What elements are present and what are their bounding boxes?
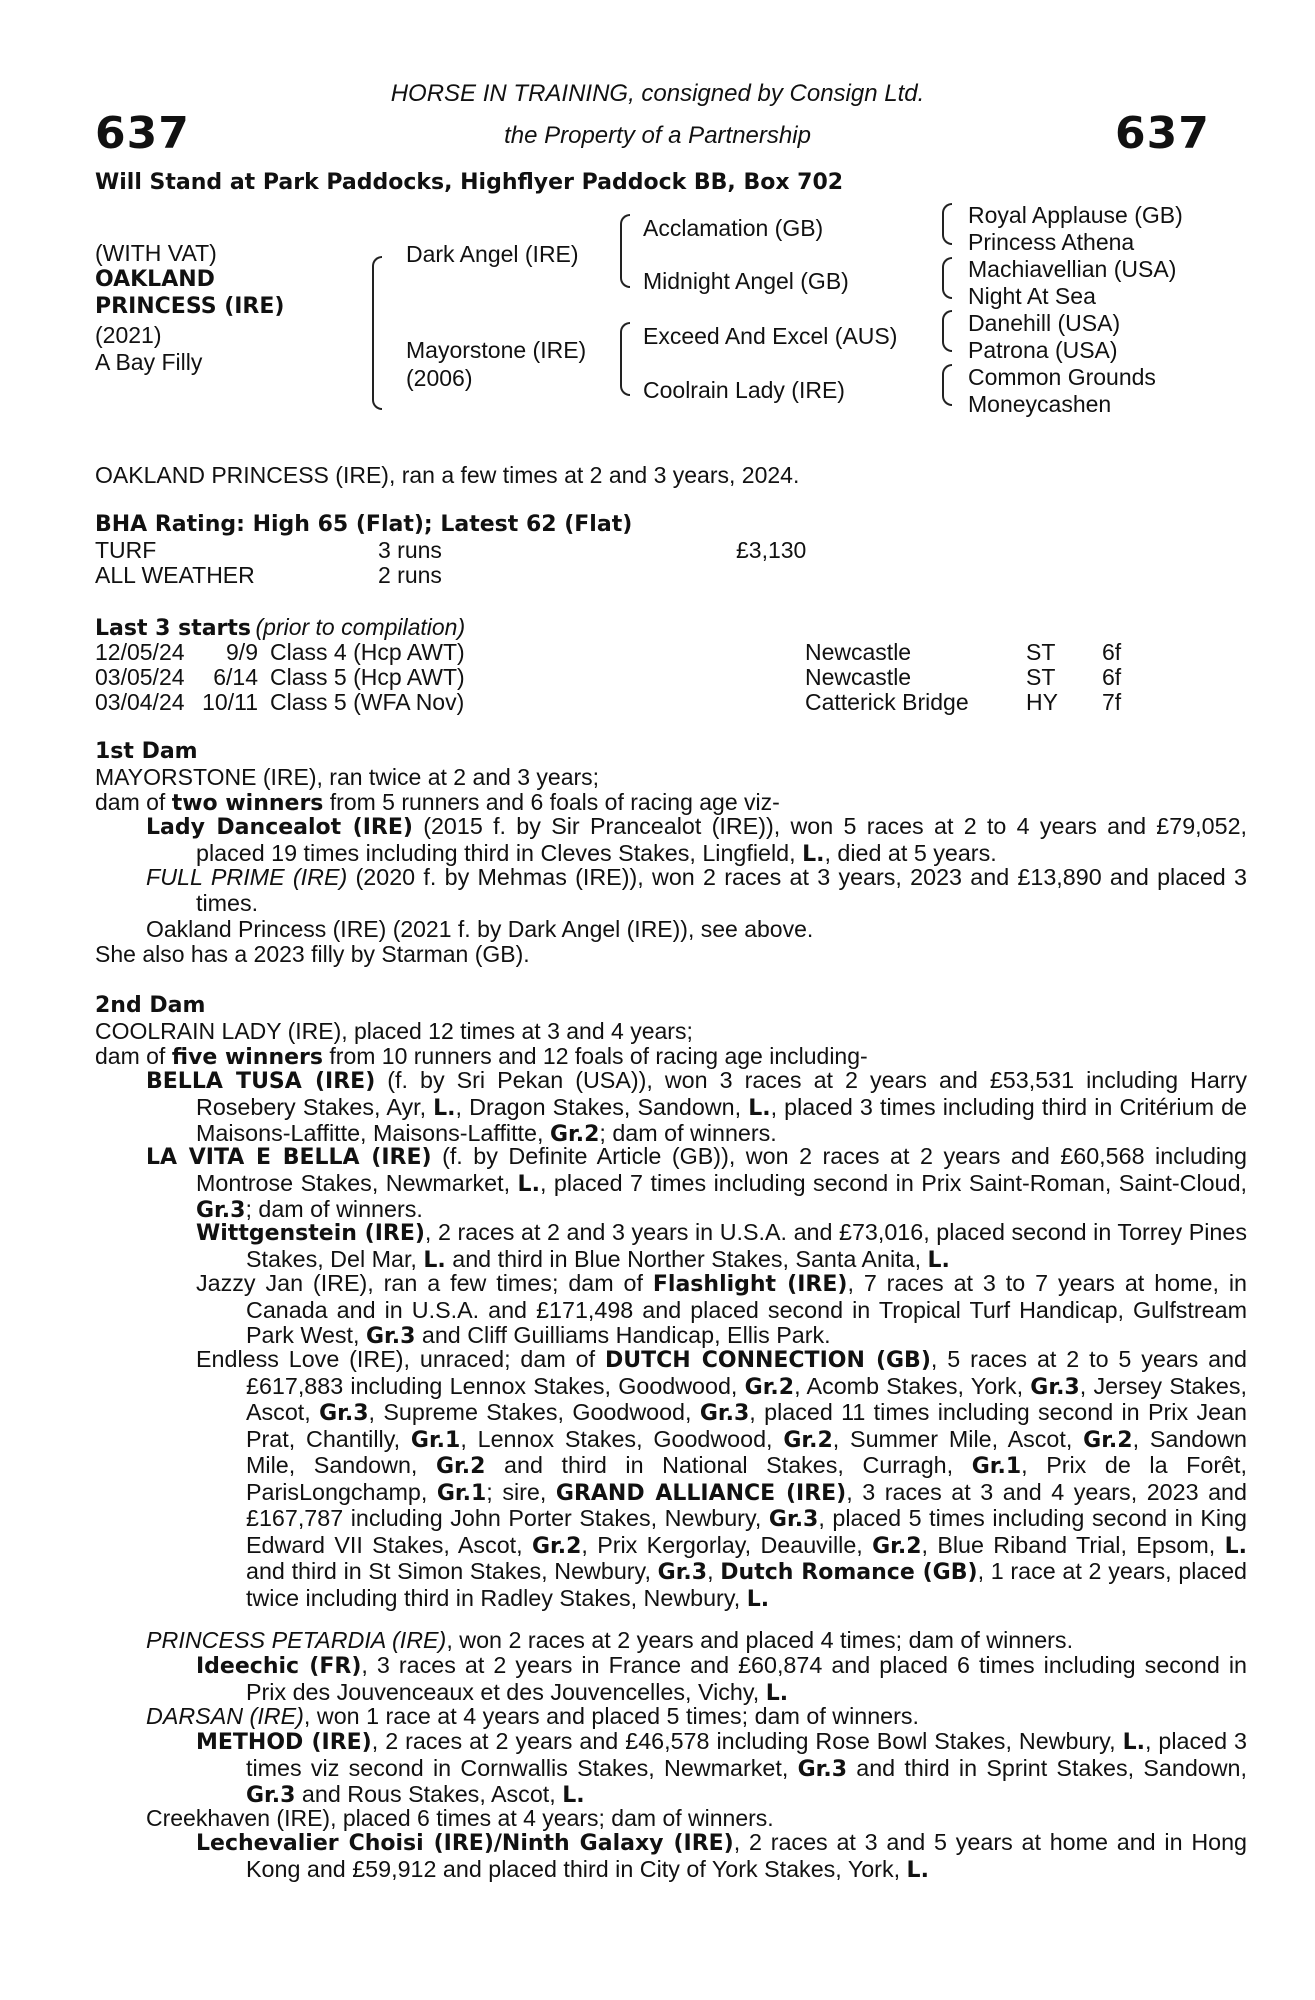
start-course: Catterick Bridge [805,689,969,715]
pedigree-brace-dam [620,322,630,396]
last-starts-table [95,640,1121,715]
group-mark: Gr.3 [657,1560,708,1585]
group-mark: Gr.3 [768,1507,819,1532]
start-date: 03/04/24 [95,689,185,715]
text-span: , Prix de la Forêt, ParisLongchamp, [246,1452,1247,1505]
listed-mark: L. [1122,1730,1145,1755]
header-line-2: the Property of a Partnership [504,122,811,149]
lot-number-right: 637 [1115,108,1210,159]
group-mark: Gr.1 [971,1454,1022,1479]
produce-name: BELLA TUSA (IRE) [146,1069,376,1094]
text-span: , Sandown Mile, Sandown, [246,1425,1248,1478]
bha-rating-heading: BHA Rating: High 65 (Flat); Latest 62 (Flat) [95,512,633,537]
rating-turf-label: TURF [95,537,157,563]
listed-mark: L. [517,1171,540,1197]
start-course: Newcastle [805,639,912,665]
produce-princess-petardia [146,1628,1247,1654]
first-dam-produce-4: She also has a 2023 filly by Starman (GB). [95,941,530,967]
table-row [95,690,1121,715]
text-span: , Lennox Stakes, Goodwood, [460,1425,784,1452]
produce-name: LA VITA E BELLA (IRE) [146,1145,432,1170]
winners-count: five winners [171,1045,324,1070]
produce-name: DARSAN (IRE) [146,1703,304,1729]
first-dam-produce-2 [146,865,1247,916]
text-span: , died at 5 years. [824,839,997,866]
text-span: , 2 races at 2 and 3 years in U.S.A. and £73,016, placed second in Torrey Pines Stakes, Del Mar, [246,1219,1247,1272]
text-span: and Cliff Guilliams Handicap, Ellis Park. [415,1322,831,1348]
text-span: , placed 3 times including third in Critérium de Maisons-Laffitte, Maisons-Laffitte, [196,1093,1247,1146]
produce-name: Wittgenstein (IRE) [196,1221,425,1246]
start-position: 6/14 [213,664,258,690]
listed-mark: L. [748,1095,771,1121]
text-span: and Rous Stakes, Ascot, [295,1781,563,1807]
header-line-1: HORSE IN TRAINING, consigned by Consign Ltd. [390,80,925,107]
text-span: , 2 races at 3 and 5 years at home and in Hong Kong and £59,912 and placed third in City of York Stakes, York, [246,1829,1248,1882]
produce-wittgenstein [196,1220,1247,1273]
text-span: , won 1 race at 4 years and placed 5 times; dam of winners. [303,1703,920,1729]
group-mark: Gr.1 [436,1480,487,1506]
text-span: , Dragon Stakes, Sandown, [455,1093,749,1120]
last-starts-note: (prior to compilation) [255,614,466,640]
pedigree-g3-7: Common Grounds [968,364,1156,390]
group-mark: Gr.3 [196,1198,246,1223]
lot-number-left: 637 [95,108,190,159]
winners-count: two winners [171,791,324,816]
produce-name: Ideechic (FR) [196,1654,362,1679]
first-dam-produce-1 [146,814,1247,867]
second-dam-heading: 2nd Dam [95,993,206,1018]
produce-lechevalier-choisi [196,1830,1247,1883]
start-course: Newcastle [805,664,912,690]
pedigree-brace-g3-4 [942,364,952,406]
text-span: dam of [95,789,172,815]
listed-mark: L. [1224,1533,1247,1559]
group-mark: Gr.3 [319,1401,369,1426]
text-span: , Blue Riband Trial, Epsom, [921,1531,1225,1558]
produce-name: DUTCH CONNECTION (GB) [604,1348,931,1373]
text-span: , [707,1558,721,1584]
pedigree-sire-dam: Midnight Angel (GB) [643,268,849,294]
first-dam-produce-3: Oakland Princess (IRE) (2021 f. by Dark Angel (IRE)), see above. [146,916,814,942]
pedigree-brace-g3-2 [942,257,952,299]
pedigree-g3-3: Machiavellian (USA) [968,256,1177,282]
pedigree-dam-year: (2006) [406,365,473,391]
table-row [95,665,1121,690]
text-span: (2015 f. by Sir Prancealot (IRE)), won 5 races at 2 to 4 years and £79,052, placed 19 times including third in Cleves Stakes, Lingfield, [196,813,1247,866]
table-row [95,640,1121,665]
group-mark: Gr.1 [410,1427,461,1453]
text-span: from 5 runners and 6 foals of racing age viz- [323,789,780,815]
text-span: , 3 races at 3 and 4 years, 2023 and £167,787 including John Porter Stakes, Newbury, [246,1478,1247,1531]
listed-mark: L. [906,1857,929,1883]
second-dam-intro: COOLRAIN LADY (IRE), placed 12 times at 3 and 4 years; [95,1018,693,1044]
pedigree-g3-2: Princess Athena [968,229,1135,255]
text-span: , 2 races at 2 years and £46,578 including Rose Bowl Stakes, Newbury, [371,1728,1123,1754]
text-span: , Summer Mile, Ascot, [832,1425,1084,1452]
listed-mark: L. [927,1247,950,1273]
group-mark: Gr.2 [531,1533,582,1559]
pedigree-g3-4: Night At Sea [968,283,1096,309]
text-span: and third in Sprint Stakes, Sandown, [847,1754,1247,1781]
start-date: 03/05/24 [95,664,185,690]
text-span: Endless Love (IRE), unraced; dam of [196,1346,605,1372]
text-span: , placed 3 times viz second in Cornwallis Stakes, Newmarket, [246,1728,1247,1781]
start-distance: 6f [1102,639,1122,665]
horse-description: A Bay Filly [95,349,203,375]
text-span: ; dam of winners. [245,1196,423,1222]
pedigree-dam-sire: Exceed And Excel (AUS) [643,323,898,349]
produce-name: METHOD (IRE) [196,1730,372,1755]
rating-aw-runs: 2 runs [378,562,442,588]
text-span: , placed 11 times including second in Prix Jean Prat, Chantilly, [246,1399,1248,1452]
horse-name-line-1: OAKLAND [95,267,215,292]
start-race: Class 5 (WFA Nov) [270,689,465,715]
pedigree-brace-g3-3 [942,310,952,352]
produce-method [196,1729,1247,1809]
horse-name-line-2: PRINCESS (IRE) [95,294,285,319]
text-span: (f. by Definite Article (GB)), won 2 races at 2 years and £60,568 including Montrose Stakes, Newmarket, [196,1143,1248,1196]
text-span: , won 2 races at 2 years and placed 4 times; dam of winners. [446,1627,1074,1653]
text-span: and third in St Simon Stakes, Newbury, [246,1558,658,1584]
text-span: , Prix Kergorlay, Deauville, [581,1531,873,1558]
listed-mark: L. [746,1586,770,1612]
last-starts-title [95,614,465,641]
last-starts-heading: Last 3 starts [95,616,252,641]
produce-name: Flashlight (IRE) [652,1272,848,1297]
produce-name: FULL PRIME (IRE) [146,864,348,890]
start-date: 12/05/24 [95,639,185,665]
pedigree-g3-5: Danehill (USA) [968,310,1121,336]
produce-jazzy-jan [196,1271,1247,1350]
listed-mark: L. [562,1783,585,1808]
produce-name: Dutch Romance (GB) [720,1560,978,1585]
text-span: , 3 races at 2 years in France and £60,874 and placed 6 times including second in Prix des Jouvenceaux et des Jouvencelles, Vichy, [246,1652,1247,1705]
produce-name: PRINCESS PETARDIA (IRE) [146,1627,447,1653]
stand-location: Will Stand at Park Paddocks, Highflyer Paddock BB, Box 702 [95,170,844,195]
rating-aw-label: ALL WEATHER [95,562,255,588]
rating-turf-runs: 3 runs [378,537,442,563]
group-mark: Gr.2 [744,1374,795,1400]
pedigree-dam-dam: Coolrain Lady (IRE) [643,377,845,403]
first-dam-produce-summary [95,789,780,816]
start-going: ST [1026,639,1056,665]
text-span: , 5 races at 2 to 5 years and £617,883 including Lennox Stakes, Goodwood, [246,1346,1247,1399]
group-mark: Gr.2 [783,1427,833,1453]
pedigree-sire: Dark Angel (IRE) [406,241,579,267]
start-race: Class 5 (Hcp AWT) [270,664,465,690]
text-span: ; sire, [486,1478,556,1505]
produce-bella-tusa [146,1068,1247,1148]
produce-ideechic [196,1653,1247,1706]
text-span: dam of [95,1043,172,1069]
start-position: 9/9 [226,639,258,665]
pedigree-g3-8: Moneycashen [968,391,1112,417]
produce-name: GRAND ALLIANCE (IRE) [555,1480,847,1506]
text-span: Jazzy Jan (IRE), ran a few times; dam of [196,1270,653,1296]
start-going: ST [1026,664,1056,690]
listed-mark: L. [765,1680,789,1706]
group-mark: Gr.2 [1083,1427,1133,1453]
group-mark: Gr.3 [365,1324,416,1349]
race-summary: OAKLAND PRINCESS (IRE), ran a few times at 2 and 3 years, 2024. [95,462,800,488]
text-span: (f. by Sri Pekan (USA)), won 3 races at 2 years and £53,531 including Harry Rosebery Stakes, Ayr, [196,1067,1247,1120]
group-mark: Gr.3 [797,1756,847,1782]
group-mark: Gr.2 [872,1533,922,1559]
group-mark: Gr.2 [436,1454,486,1479]
second-dam-produce-summary [95,1043,868,1070]
produce-name: Lady Dancealot (IRE) [146,815,413,840]
rating-turf-prize: £3,130 [736,537,807,563]
start-going: HY [1026,689,1058,715]
produce-endless-love [196,1347,1247,1612]
pedigree-brace-main [372,256,382,410]
text-span: (2020 f. by Mehmas (IRE)), won 2 races at 3 years, 2023 and £13,890 and placed 3 times. [196,864,1247,916]
group-mark: Gr.3 [1030,1374,1080,1400]
first-dam-intro: MAYORSTONE (IRE), ran twice at 2 and 3 years; [95,764,600,790]
text-span: , placed 7 times including second in Prix Saint-Roman, Saint-Cloud, [539,1169,1247,1196]
text-span: ; dam of winners. [599,1120,777,1146]
text-span: , 1 race at 2 years, placed twice including third in Radley Stakes, Newbury, [246,1558,1248,1611]
produce-darsan [146,1704,1247,1730]
text-span: and third in National Stakes, Curragh, [485,1452,972,1478]
pedigree-dam: Mayorstone (IRE) [406,337,587,363]
start-distance: 6f [1102,664,1122,690]
listed-mark: L. [802,841,825,867]
listed-mark: L. [433,1095,456,1121]
text-span: , Acomb Stakes, York, [794,1372,1031,1399]
listed-mark: L. [423,1247,446,1273]
pedigree-sire-sire: Acclamation (GB) [643,215,824,241]
text-span: , Supreme Stakes, Goodwood, [368,1399,700,1425]
horse-year: (2021) [95,322,162,348]
pedigree-brace-sire [620,214,630,288]
text-span: , placed 5 times including second in King Edward VII Stakes, Ascot, [246,1505,1247,1558]
pedigree-g3-6: Patrona (USA) [968,337,1118,363]
start-distance: 7f [1102,689,1122,715]
text-span: , Jersey Stakes, Ascot, [246,1372,1248,1425]
produce-name: Lechevalier Choisi (IRE)/Ninth Galaxy (IRE) [196,1831,734,1856]
text-span: from 10 runners and 12 foals of racing age including- [323,1043,868,1069]
produce-la-vita-e-bella [146,1144,1247,1224]
group-mark: Gr.3 [246,1783,296,1808]
pedigree-brace-g3-1 [942,203,952,245]
produce-creekhaven: Creekhaven (IRE), placed 6 times at 4 years; dam of winners. [146,1805,774,1831]
pedigree-g3-1: Royal Applause (GB) [968,202,1183,228]
first-dam-heading: 1st Dam [95,739,198,764]
group-mark: Gr.3 [699,1401,750,1426]
start-race: Class 4 (Hcp AWT) [270,639,465,665]
text-span: , 7 races at 3 to 7 years at home, in Canada and in U.S.A. and £171,498 and placed second in Tropical Turf Handicap, Gulfstream Park West, [246,1270,1247,1348]
group-mark: Gr.2 [549,1122,600,1147]
text-span: and third in Blue Norther Stakes, Santa Anita, [445,1245,928,1272]
vat-note: (WITH VAT) [95,240,217,266]
start-position: 10/11 [202,689,258,715]
